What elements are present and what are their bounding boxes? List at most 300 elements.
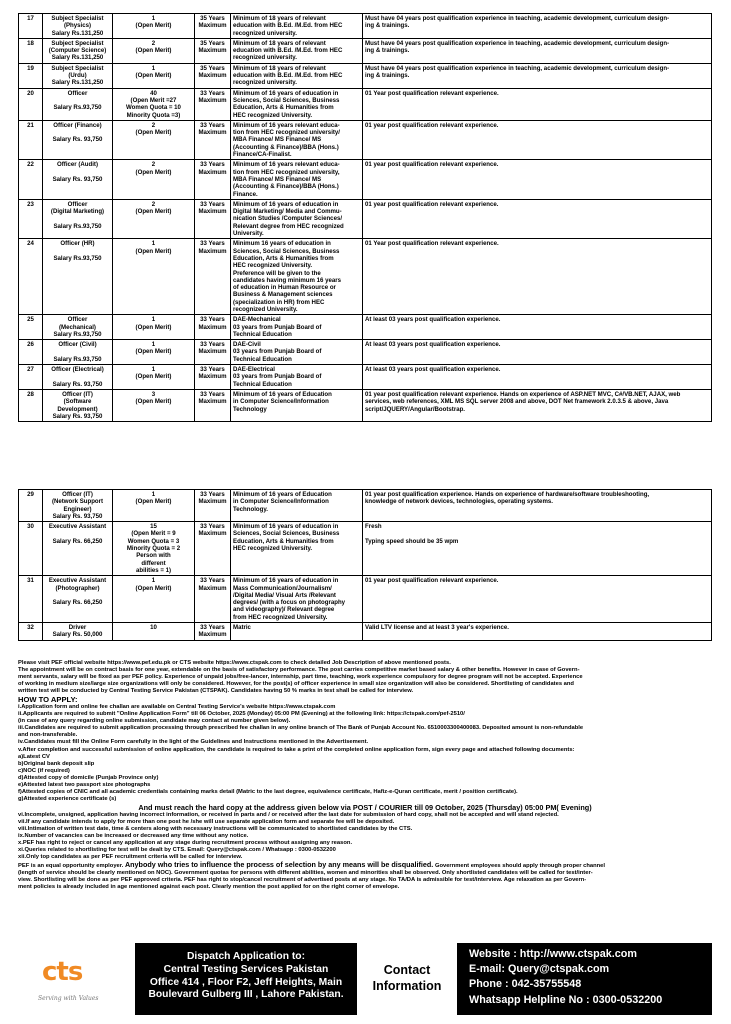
experience-cell: [363, 199, 712, 238]
qualification-line: DAE-Electrical: [233, 366, 275, 374]
age-limit-cell: [195, 623, 231, 641]
seats-line: (Open Merit): [135, 47, 172, 55]
post-title-cell: [43, 623, 113, 641]
qualification-cell: [231, 239, 363, 315]
qualification-line: DAE-Civil: [233, 341, 261, 349]
equal-opportunity-line-2: (length of service should be clearly mentioned on NOC). Government quotas for persons with different abilities, women and minorities shall be observed. Only shortlisted candidates will be called for test/inter-: [18, 870, 593, 877]
table-row: [19, 522, 712, 576]
post-title-line: (Physics): [63, 22, 92, 30]
experience-cell: [363, 120, 712, 159]
qualification-cell: [231, 160, 363, 199]
qualification-line: of education in Human Resource or: [233, 284, 336, 292]
experience-line: Must have 04 years post qualification experience in teaching, academic development, curriculum design-: [365, 15, 670, 22]
age-limit-line: Maximum: [198, 398, 227, 406]
experience-line: At least 03 years post qualification experience.: [365, 341, 501, 349]
age-limit-line: 33 Years: [200, 624, 225, 632]
experience-line: [365, 530, 709, 537]
table-row: [19, 63, 712, 88]
post-title-line: Officer: [67, 89, 88, 97]
experience-cell: [363, 63, 712, 88]
table-row: [19, 199, 712, 238]
experience-cell: [363, 160, 712, 199]
seats-cell: [113, 38, 195, 63]
qualification-cell: [231, 88, 363, 120]
age-limit-line: Maximum: [198, 22, 227, 30]
table-row: [19, 315, 712, 340]
hard-copy-deadline: And must reach the hard copy at the address given below via POST / COURIER till 09 October, 2025 (Thursday) 05:00 PM( Evening): [138, 802, 592, 812]
table-row: [19, 88, 712, 120]
qualification-cell: [231, 199, 363, 238]
seats-line: 2: [151, 161, 156, 169]
experience-cell: [363, 623, 712, 641]
posts-table-part-2: [18, 489, 712, 641]
qualification-cell: [231, 522, 363, 576]
seats-line: (Open Merit): [135, 498, 172, 506]
qualification-cell: [231, 315, 363, 340]
post-title-line: (Photographer): [55, 584, 100, 592]
age-limit-line: Maximum: [198, 47, 227, 55]
seats-line: 1: [151, 491, 156, 498]
table-row: [19, 365, 712, 390]
post-title-cell: [43, 14, 113, 39]
qualification-line: (Accounting & Finance)/BBA (Hons.): [233, 183, 339, 191]
post-title-line: Executive Assistant: [48, 577, 107, 585]
qualification-line: from HEC recognized University.: [233, 613, 328, 621]
post-title-line: Officer (IT): [62, 390, 93, 398]
qualification-line: Technical Education: [233, 380, 292, 388]
qualification-cell: [231, 63, 363, 88]
step-xii: xii.Only top candidates as per PEF recruitment criteria will be called for interview.: [18, 854, 243, 861]
qualification-line: (specialization in HR) from HEC: [233, 298, 325, 306]
step-iii-note: and non-transferable.: [18, 732, 78, 739]
age-limit-line: 33 Years: [200, 390, 225, 398]
post-title-line: (Software: [63, 398, 92, 406]
equal-opportunity-line-3: view. Shortlisting will be done as per PEF approved criteria. PEF has right to stop/cancel recruitment of advertised posts at any stage. No TA/DA is admissible for test/interview. Age relaxation as per Govern-: [18, 877, 587, 884]
age-limit-line: Maximum: [198, 498, 227, 506]
qualification-line: MBA Finance/ MS Finance/ MS: [233, 175, 322, 183]
post-title-cell: [43, 365, 113, 390]
post-title-line: Officer: [67, 200, 88, 208]
post-title-cell: [43, 522, 113, 576]
qualification-line: 03 years from Punjab Board of: [233, 348, 322, 356]
qualification-line: Minimum of 16 years of Education: [233, 390, 332, 398]
age-limit-cell: [195, 315, 231, 340]
qualification-line: Relevant degree from HEC recognized: [233, 222, 344, 230]
seats-cell: [113, 365, 195, 390]
table-row: [19, 38, 712, 63]
post-title-line: Salary Rs. 93,750: [52, 512, 103, 520]
post-title-line: [45, 348, 110, 355]
age-limit-cell: [195, 38, 231, 63]
seats-line: (Open Merit = 9: [131, 530, 176, 538]
post-title-line: Executive Assistant: [48, 523, 107, 531]
experience-cell: [363, 14, 712, 39]
seats-line: 10: [150, 624, 157, 632]
post-title-line: Salary Rs.93,750: [53, 104, 102, 112]
email-link[interactable]: E-mail: Query@ctspak.com: [469, 963, 610, 976]
post-number-cell: 30: [19, 522, 43, 576]
dispatch-line-3: Office 414 , Floor F2, Jeff Heights, Main: [149, 976, 343, 988]
qualification-cell: [231, 120, 363, 159]
logo-tagline: Serving with Values: [38, 995, 99, 1002]
experience-cell: [363, 315, 712, 340]
seats-line: 2: [151, 39, 156, 47]
step-v: v.After completion and successful submission of online application, the candidate is required to take a print of the completed online application form, sign every page and attached following documents:: [18, 746, 575, 753]
qualification-line: Technical Education: [233, 355, 292, 363]
seats-cell: [113, 340, 195, 365]
step-xi: xi.Queries related to shortlisting for test will be dealt by CTS. Email: Query@ctspak.com / Whatsapp : 0300-0532200: [18, 847, 336, 854]
qualification-line: HEC recognized University.: [233, 111, 313, 119]
experience-cell: [363, 522, 712, 576]
post-title-cell: [43, 88, 113, 120]
experience-cell: [363, 38, 712, 63]
qualification-line: 03 years from Punjab Board of: [233, 373, 322, 381]
post-title-line: [45, 129, 110, 136]
post-title-line: [45, 373, 110, 380]
contact-details: [457, 943, 712, 1015]
seats-cell: [113, 623, 195, 641]
qualification-line: Preference will be given to the: [233, 269, 321, 277]
post-title-line: Salary Rs.131,250: [51, 29, 104, 37]
contact-line-2: Information: [372, 979, 442, 993]
qualification-line: education with B.Ed. /M.Ed. from HEC: [233, 22, 343, 30]
qualification-line: Education, Arts & Humanities from: [233, 254, 334, 262]
age-limit-line: 33 Years: [200, 161, 225, 169]
post-title-line: Salary Rs. 66,250: [52, 537, 103, 545]
post-number-cell: 17: [19, 14, 43, 39]
post-title-cell: [43, 490, 113, 522]
qualification-line: Minimum of 16 years relevant educa-: [233, 121, 340, 129]
step-viii: viii.Intimation of written test date, time & centers along with necessary instructions will be communicated to shortlisted candidates by the CTS.: [18, 825, 413, 832]
qualification-line: Finance/CA-Finalist.: [233, 151, 292, 159]
step-vi: vi.Incomplete, unsigned, application having incorrect information, or received in parts and / or received after the last date for submission of hard copy, shall not be accepted and will stand rejected.: [18, 811, 559, 818]
experience-line: Fresh: [365, 523, 382, 531]
post-title-line: Salary Rs. 66,250: [52, 599, 103, 607]
seats-line: 40: [150, 89, 157, 97]
qualification-cell: [231, 576, 363, 623]
age-limit-cell: [195, 63, 231, 88]
dispatch-line-2: Central Testing Services Pakistan: [163, 963, 329, 975]
qualification-line: Minimum of 16 years relevant educa-: [233, 161, 340, 169]
post-number-cell: 28: [19, 389, 43, 421]
experience-line: 01 year post qualification relevant experience. Hands on experience of ASP.NET MVC, C#/VB.NET, AJAX, web: [365, 390, 681, 398]
table-row: [19, 120, 712, 159]
age-limit-line: 33 Years: [200, 121, 225, 129]
seats-line: (Open Merit): [135, 22, 172, 30]
post-title-line: Salary Rs. 50,000: [52, 631, 103, 639]
age-limit-cell: [195, 160, 231, 199]
contact-label: [357, 943, 457, 1015]
disqualification-warning: Anybody who tries to influence the process of selection by any means will be disqualified.: [124, 860, 434, 870]
post-title-cell: [43, 315, 113, 340]
post-number-cell: 25: [19, 315, 43, 340]
age-limit-cell: [195, 88, 231, 120]
seats-cell: [113, 120, 195, 159]
qualification-line: Minimum of 18 years of relevant: [233, 64, 326, 72]
post-number-cell: 21: [19, 120, 43, 159]
qualification-line: recognized university.: [233, 79, 297, 87]
table-row: [19, 239, 712, 315]
qualification-line: Finance.: [233, 190, 258, 198]
step-ix: ix.Number of vacancies can be increased or decreased any time without any notice.: [18, 833, 249, 840]
seats-line: (Open Merit): [135, 168, 172, 176]
post-title-line: [45, 215, 110, 222]
qualification-line: nication Studies /Computer Sciences/: [233, 215, 343, 223]
seats-line: (Open Merit): [135, 208, 172, 216]
seats-cell: [113, 88, 195, 120]
post-title-cell: [43, 239, 113, 315]
doc-a: a)Latest CV: [18, 753, 50, 760]
seats-cell: [113, 490, 195, 522]
age-limit-line: 33 Years: [200, 577, 225, 585]
seats-line: 1: [151, 64, 156, 72]
seats-line: Minority Quota =3): [126, 111, 181, 119]
qualification-line: Minimum of 16 years of education in: [233, 523, 339, 531]
seats-line: 2: [151, 121, 156, 129]
qualification-line: 03 years from Punjab Board of: [233, 323, 322, 331]
note-intro-5: written test will be conducted by Central Testing Service Pakistan (CTSPAK). Candidates having 50 % marks in test shall be called for interview.: [18, 688, 414, 695]
seats-cell: [113, 160, 195, 199]
qualification-cell: [231, 490, 363, 522]
post-title-line: (Computer Science): [48, 47, 107, 55]
age-limit-line: Maximum: [198, 348, 227, 356]
post-title-cell: [43, 38, 113, 63]
dispatch-line-4: Boulevard Gulberg III , Lahore Pakistan.: [148, 989, 344, 1001]
note-intro-2: The appointment will be on contract basis for one year, extendable on the basis of satisfactory performance. The post carries competitive market based salary & other benefits. However in case of Govern-: [18, 667, 580, 674]
seats-cell: [113, 576, 195, 623]
post-title-line: Officer (Audit): [57, 161, 98, 169]
post-title-cell: [43, 120, 113, 159]
age-limit-line: Maximum: [198, 168, 227, 176]
age-limit-line: Maximum: [198, 247, 227, 255]
age-limit-line: Maximum: [198, 129, 227, 137]
experience-cell: [363, 389, 712, 421]
seats-line: (Open Merit =27: [130, 96, 177, 104]
seats-cell: [113, 239, 195, 315]
seats-line: Women Quota = 3: [127, 537, 180, 545]
post-title-line: Officer (HR): [60, 240, 95, 248]
qualification-line: Minimum of 16 years of education in: [233, 577, 339, 585]
instructions-section: [18, 660, 712, 891]
experience-line: services, web references, XML MS SQL server 2008 and above, DOT Net framework 2.0.3.5 & above, Java: [365, 398, 669, 406]
post-title-line: (Urdu): [68, 72, 87, 80]
post-title-line: (Digital Marketing): [50, 208, 105, 216]
experience-line: Valid LTV license and at least 3 year's experience.: [365, 624, 509, 632]
age-limit-cell: [195, 389, 231, 421]
post-title-cell: [43, 576, 113, 623]
post-title-line: [45, 530, 110, 537]
step-ii-note: (in case of any query regarding online submission, candidate may contact at number given below).: [18, 718, 291, 725]
post-title-line: Subject Specialist: [51, 64, 104, 72]
qualification-cell: [231, 623, 363, 641]
qualification-line: Sciences, Social Sciences, Business: [233, 96, 340, 104]
contact-line-1: Contact: [383, 963, 431, 977]
seats-cell: [113, 63, 195, 88]
age-limit-cell: [195, 14, 231, 39]
equal-opportunity-line-4: ment policies is already included in age mentioned against each post. Clearly mention the post applied for on the right corner of envelope.: [18, 884, 400, 891]
table-row: [19, 160, 712, 199]
experience-line: ing & trainings.: [365, 72, 410, 80]
post-title-cell: [43, 199, 113, 238]
step-iv: iv.Candidates must fill the Online Form carefully in the light of the Guidelines and Instructions mentioned in the Advertisement.: [18, 739, 369, 746]
post-title-line: Officer (Electrical): [51, 366, 104, 374]
experience-cell: [363, 340, 712, 365]
experience-line: At least 03 years post qualification experience.: [365, 366, 501, 374]
age-limit-cell: [195, 199, 231, 238]
age-limit-line: 35 Years: [200, 39, 225, 47]
qualification-line: Minimum of 16 years of education in: [233, 89, 339, 97]
experience-cell: [363, 365, 712, 390]
age-limit-line: 33 Years: [200, 240, 225, 248]
post-title-cell: [43, 63, 113, 88]
qualification-line: Sciences, Social Sciences, Business: [233, 530, 340, 538]
doc-b: b)Original bank deposit slip: [18, 760, 95, 767]
qualification-line: /Digital Media/ Visual Arts /Relevant: [233, 591, 336, 599]
post-title-line: [45, 97, 110, 104]
seats-line: (Open Merit): [135, 247, 172, 255]
seats-line: abilities = 1): [135, 566, 172, 574]
seats-line: (Open Merit): [135, 129, 172, 137]
qualification-line: degrees/ (with a focus on photography: [233, 599, 346, 607]
doc-c: c)NOC (if required): [18, 767, 70, 774]
qualification-line: HEC recognized University.: [233, 545, 313, 553]
equal-opportunity-line-1: [18, 861, 712, 870]
post-number-cell: 27: [19, 365, 43, 390]
qualification-line: Technology.: [233, 505, 268, 513]
experience-line: ing & trainings.: [365, 47, 410, 55]
table-row: [19, 14, 712, 39]
qualification-line: tion from HEC recognized university,: [233, 168, 340, 176]
post-title-line: Development): [57, 405, 98, 413]
posts-table-part-1: [18, 13, 712, 422]
post-number-cell: 19: [19, 63, 43, 88]
qualification-line: Education, Arts & Humanities from: [233, 537, 334, 545]
experience-line: 01 year post qualification relevant experience.: [365, 577, 499, 585]
whatsapp-number: Whatsapp Helpline No : 0300-0532200: [469, 993, 663, 1006]
post-title-line: Salary Rs.93,750: [53, 355, 102, 363]
qualification-line: Mass Communication/Journalism/: [233, 584, 332, 592]
qualification-line: Business & Management sciences: [233, 291, 333, 299]
table-row: [19, 389, 712, 421]
experience-line: 01 Year post qualification relevant experience.: [365, 240, 499, 248]
doc-g: g)Attested experience certificate (s): [18, 795, 117, 802]
qualification-line: University.: [233, 230, 264, 238]
post-title-line: Engineer): [63, 505, 92, 513]
table-row: [19, 623, 712, 641]
age-limit-cell: [195, 490, 231, 522]
age-limit-line: Maximum: [198, 631, 227, 639]
how-to-apply-heading: HOW TO APPLY:: [18, 695, 78, 705]
experience-line: 01 year post qualification relevant experience.: [365, 200, 499, 208]
qualification-cell: [231, 389, 363, 421]
seats-line: 2: [151, 200, 156, 208]
govt-employee-note: Government employees should apply through proper channel: [434, 863, 606, 870]
experience-line: Must have 04 years post qualification experience in teaching, academic development, curriculum design-: [365, 64, 670, 72]
age-limit-cell: [195, 522, 231, 576]
dispatch-line-1: Dispatch Application to:: [186, 951, 306, 962]
note-intro-1: Please visit PEF official website https://www.pef.edu.pk or CTS website https://www.ctspak.com to check detailed Job Description of above mentioned posts.: [18, 660, 451, 666]
qualification-line: recognized university.: [233, 54, 297, 62]
post-title-line: [45, 169, 110, 176]
step-vii: vii.If any candidate intends to apply for more than one post he /she will use separate application form and separate fee will be deposited.: [18, 818, 395, 825]
qualification-line: Digital Marketing/ Media and Commu-: [233, 208, 342, 216]
qualification-line: recognized University.: [233, 305, 298, 313]
doc-e: e)Attested latest two passport size photographs: [18, 781, 151, 788]
table-row: [19, 490, 712, 522]
post-title-line: Officer (IT): [62, 491, 93, 498]
post-title-line: (Network Support: [51, 498, 104, 506]
experience-line: 01 year post qualification relevant experience.: [365, 121, 499, 129]
seats-line: 1: [151, 366, 156, 374]
experience-cell: [363, 239, 712, 315]
post-number-cell: 32: [19, 623, 43, 641]
experience-line: 01 Year post qualification relevant experience.: [365, 89, 499, 97]
experience-line: Must have 04 years post qualification experience in teaching, academic development, curriculum design-: [365, 39, 670, 47]
experience-line: ing & trainings.: [365, 22, 410, 30]
age-limit-line: 33 Years: [200, 316, 225, 324]
post-title-line: Salary Rs.93,750: [53, 222, 102, 230]
post-number-cell: 24: [19, 239, 43, 315]
seats-line: (Open Merit): [135, 398, 172, 406]
post-title-line: [45, 592, 110, 599]
qualification-cell: [231, 14, 363, 39]
seats-line: different: [141, 559, 166, 567]
post-title-line: Driver: [68, 624, 87, 632]
qualification-line: Minimum of 16 years of education in: [233, 200, 339, 208]
experience-cell: [363, 490, 712, 522]
footer-banner: [18, 943, 712, 1015]
age-limit-line: 33 Years: [200, 523, 225, 531]
age-limit-line: 33 Years: [200, 341, 225, 349]
qualification-line: Technology: [233, 405, 267, 413]
qualification-line: tion from HEC recognized university/: [233, 129, 340, 137]
age-limit-cell: [195, 576, 231, 623]
table-row: [19, 340, 712, 365]
experience-line: 01 year post qualification relevant experience.: [365, 161, 499, 169]
post-title-line: (Mechanical): [59, 323, 96, 331]
age-limit-line: 33 Years: [200, 89, 225, 97]
post-number-cell: 23: [19, 199, 43, 238]
seats-line: Women Quota = 10: [126, 104, 181, 112]
age-limit-line: Maximum: [198, 323, 227, 331]
post-title-line: Salary Rs.93,750: [53, 254, 102, 262]
post-title-cell: [43, 340, 113, 365]
age-limit-cell: [195, 239, 231, 315]
seats-line: (Open Merit): [135, 323, 172, 331]
qualification-line: MBA Finance/ MS Finance/ MS: [233, 136, 322, 144]
post-number-cell: 26: [19, 340, 43, 365]
website-link[interactable]: Website : http://www.ctspak.com: [469, 948, 637, 960]
post-title-line: Officer (Finance): [53, 121, 102, 129]
age-limit-line: 35 Years: [200, 15, 225, 22]
qualification-line: Minimum of 16 years of Education: [233, 491, 332, 498]
qualification-line: recognized university.: [233, 29, 297, 37]
qualification-line: in Computer Science/Information: [233, 398, 329, 406]
seats-line: 3: [151, 390, 156, 398]
post-title-line: Subject Specialist: [51, 15, 104, 22]
cts-logo: [18, 943, 135, 1015]
qualification-line: education with B.Ed. /M.Ed. from HEC: [233, 72, 343, 80]
age-limit-line: Maximum: [198, 208, 227, 216]
qualification-cell: [231, 38, 363, 63]
age-limit-cell: [195, 340, 231, 365]
qualification-line: and videography)/ Relevant degree: [233, 606, 335, 614]
experience-cell: [363, 576, 712, 623]
age-limit-line: Maximum: [198, 72, 227, 80]
table-row: [19, 576, 712, 623]
age-limit-line: Maximum: [198, 584, 227, 592]
seats-line: 1: [151, 341, 156, 349]
